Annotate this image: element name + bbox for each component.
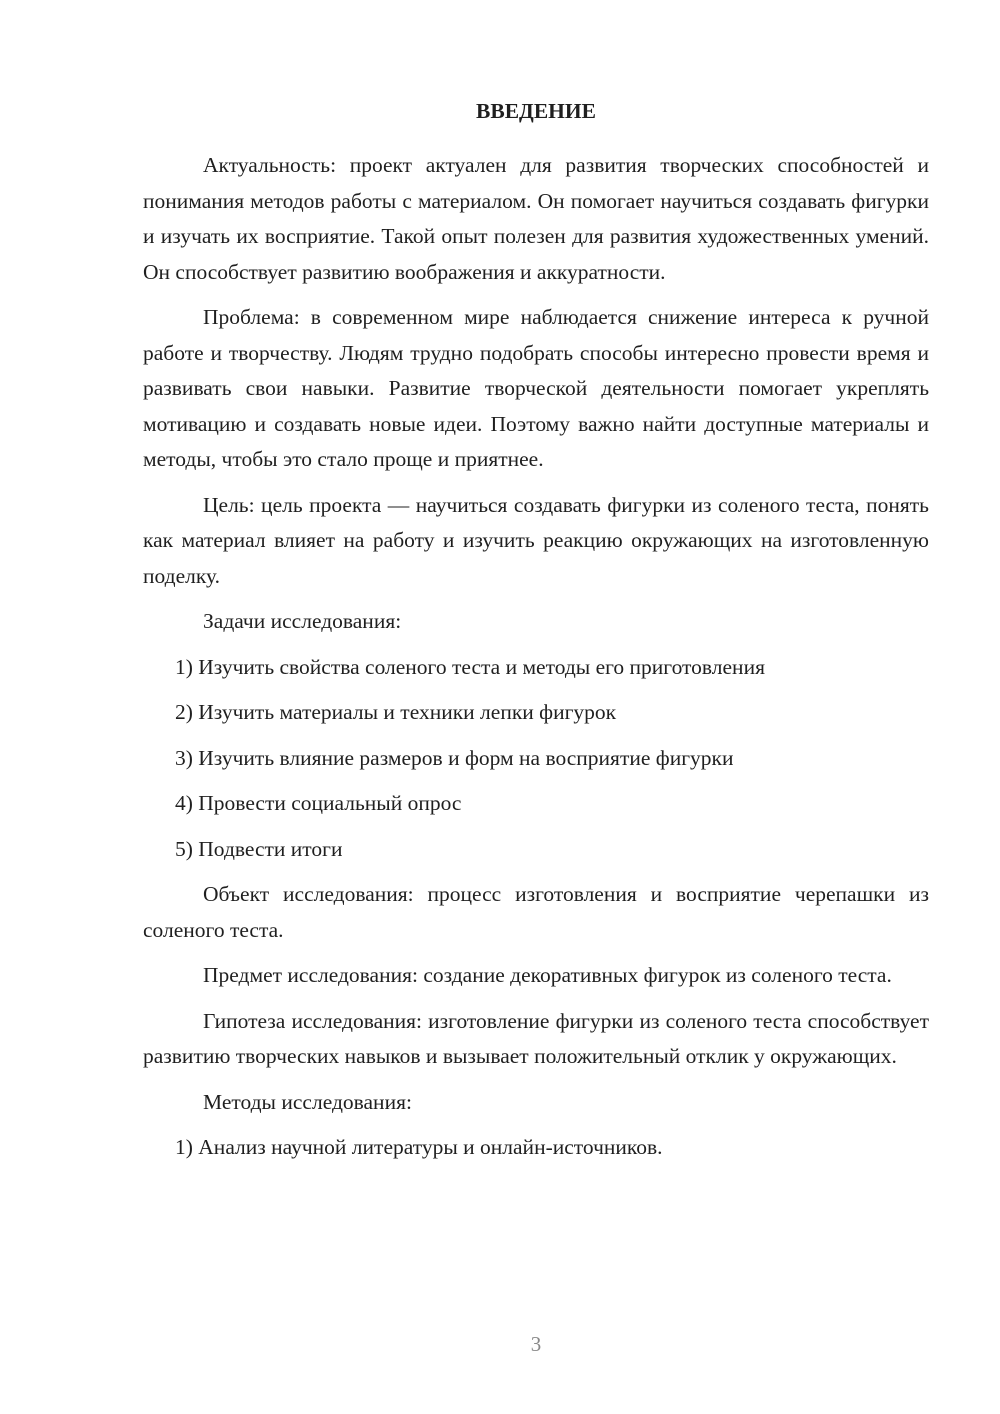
methods-heading: Методы исследования: <box>203 1089 412 1114</box>
methods-list <box>143 1130 929 1166</box>
task-item: 2) Изучить материалы и техники лепки фигурок <box>175 700 617 724</box>
task-item: 4) Провести социальный опрос <box>175 791 462 815</box>
page-number: 3 <box>530 1332 542 1356</box>
method-item: 1) Анализ научной литературы и онлайн-источников. <box>175 1135 663 1159</box>
problem-paragraph: Проблема: в современном мире наблюдается снижение интереса к ручной работе и творчеству. Людям трудно подобрать способы интересно провести время и развивать свои навыки. Развитие творческой деятельности помогает укреплять мотивацию и создавать новые идеи. Поэтому важно найти доступные материалы и методы, чтобы это стало проще и приятнее. <box>143 305 929 471</box>
page-content <box>143 94 929 1176</box>
relevance-paragraph: Актуальность: проект актуален для развития творческих способностей и понимания методов работы с материалом. Он помогает научиться создавать фигурки и изучать их восприятие. Такой опыт полезен для развития художественных умений. Он способствует развитию воображения и аккуратности. <box>143 153 929 284</box>
object-paragraph: Объект исследования: процесс изготовления и восприятие черепашки из соленого теста. <box>143 882 929 942</box>
task-item: 3) Изучить влияние размеров и форм на восприятие фигурки <box>175 745 734 770</box>
goal-paragraph: Цель: цель проекта — научиться создавать фигурки из соленого теста, понять как материал влияет на работу и изучить реакцию окружающих на изготовленную поделку. <box>143 492 929 588</box>
hypothesis-paragraph: Гипотеза исследования: изготовление фигурки из соленого теста способствует развитию творческих навыков и вызывает положительный отклик у окружающих. <box>143 1008 929 1068</box>
task-item: 5) Подвести итоги <box>175 836 343 861</box>
section-title: ВВЕДЕНИЕ <box>476 99 596 123</box>
tasks-heading: Задачи исследования: <box>203 609 402 633</box>
subject-paragraph: Предмет исследования: создание декоративных фигурок из соленого теста. <box>203 963 892 987</box>
tasks-list <box>143 650 929 868</box>
task-item: 1) Изучить свойства соленого теста и методы его приготовления <box>175 654 765 679</box>
